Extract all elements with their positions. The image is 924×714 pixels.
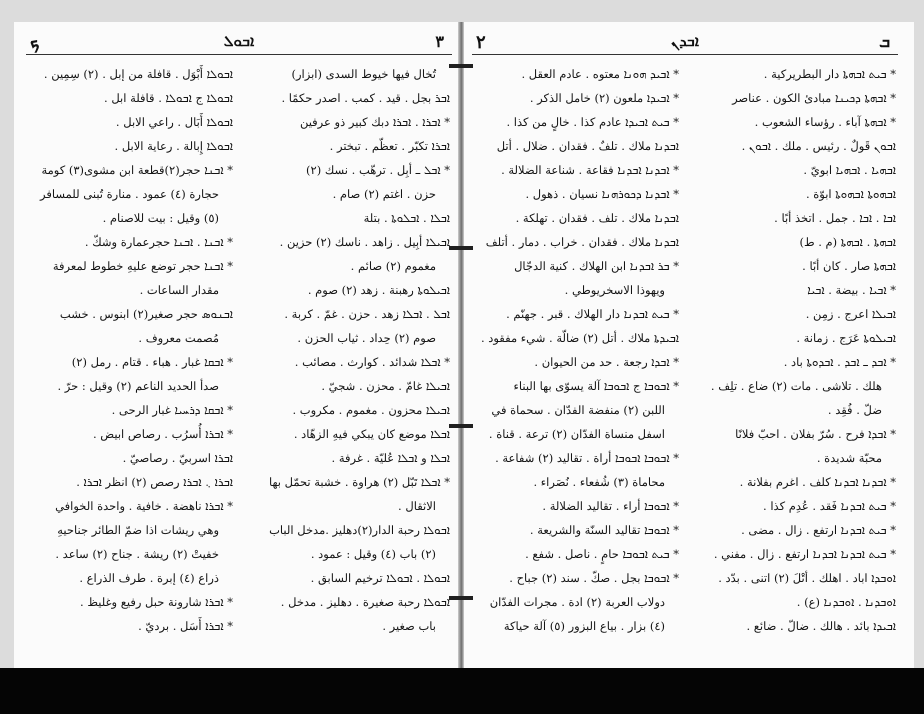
right-header-rule xyxy=(472,54,898,55)
entry-line: * ܐܒܗܬܐ ܕܟܝܢܐ مبادئ الكون . عناصر xyxy=(732,91,896,105)
left-running-head: ܐܒܘܠ xyxy=(223,32,255,50)
entry-line: ܐܒܪܐ تكبّر . تعظّم . تبختر . xyxy=(329,139,450,153)
entry-line: ܐܒܠܐ و ܐܒܠܐ عُليّة . غرفة . xyxy=(331,451,450,465)
entry-line: مقدار الساعات . xyxy=(139,283,219,297)
entry-line: ܐܒܗܬܐ . ܐܒܗܬܐ (م . ط) xyxy=(799,235,896,249)
entry-line: محاماة (٣) شُفعاء . نُصَراء . xyxy=(533,475,665,489)
entry-line: * ܐܒܢܐ حجر(٢)قطعة ابن مشوى(٣) كومة xyxy=(41,163,233,177)
entry-line: * ܐܒܘܒܐ ܐܒܘܒܐ أراة . تقاليد (٢) شفاعة . xyxy=(495,451,679,465)
entry-line: ܐܒܝܠܘܬܐ عَرَج . زمانة . xyxy=(796,331,896,345)
entry-line: مغموم (٢) صائم . xyxy=(350,259,436,273)
entry-line: ܐܒܠ . ܐܒܠܐ زهد . حزن . غمّ . كربة . xyxy=(284,307,450,321)
entry-line: مُصمت معروف . xyxy=(138,331,219,345)
entry-line: ضلّ . فُقِد . xyxy=(827,403,882,417)
entry-line: حجارة (٤) عمود . منارة تُبنى للمسافر xyxy=(40,187,219,201)
entry-line: * ܐܒܠܐ تَبّل (٢) هراوة . خشبة تحمّل بها xyxy=(268,475,450,489)
entry-line: وهي ريشات اذا ضمّ الطائر جناحيهِ xyxy=(57,523,219,537)
entry-line: * ܒܝܬ ܐܒܕܢܐ دار الهلاك . قبر . جهنّم . xyxy=(506,307,679,321)
entry-line: ܐܘܒܕܐ اباد . اهلك . أتْلَ (٢) اتنى . بدّد . xyxy=(718,571,896,585)
entry-line: * ܐܒܩܐ غبار . هباء . قتام . رمل (٢) xyxy=(71,355,233,369)
entry-line: * ܐܒܝܐ . بيضة . ܐܒܝܐ xyxy=(807,283,896,297)
entry-line: دولاب العربة (٢) ادة . مجرات الفدّان xyxy=(489,595,665,609)
entry-line: * ܐܒܘܒܐ بجل . صكّ . سند (٢) جباح . xyxy=(509,571,679,585)
entry-line: صوم (٢) حِداد . ثياب الحزن . xyxy=(297,331,436,345)
entry-line: صدأ الحديد الناعم (٢) وقيل : حرّ . xyxy=(57,379,219,393)
entry-line: * ܐܒܕܢܐ ܕܟܘܪܗܢܐ نسيان . ذهول . xyxy=(525,187,679,201)
entry-line: * ܐܒܠ ـ أبِل . ترهّب . نسك (٢) xyxy=(306,163,450,177)
entry-line: * ܐܒܢܐ . ܐܒܢܐ حجرعمارة وشكّ . xyxy=(84,235,233,249)
left-page xyxy=(24,22,454,668)
entry-line: ܐܒܝܠܐ أبِيل . زاهد . ناسك (٢) حزين . xyxy=(279,235,450,249)
left-page-number: ٣ xyxy=(435,32,444,51)
entry-line: ܐܒܘܠܐ أَبْوَل . قافلة من إبل . (٢) سِمِين . xyxy=(43,67,233,81)
right-page xyxy=(470,22,900,668)
right-page-number: ٢ xyxy=(476,32,486,53)
entry-line: حزن . اغتم (٢) صام . xyxy=(332,187,436,201)
entry-line: ذراع (٤) إبرة . طرف الذراع . xyxy=(79,571,219,585)
left-page-letter: ܟ xyxy=(30,32,40,53)
entry-line: ܐܒܪܐ اسربيّ . رصاصيّ . xyxy=(122,451,233,465)
entry-line: ܐܒܘܠܐ رحبة الدار(٢)دهليز .مدخل الباب xyxy=(269,523,450,537)
entry-line: ܐܒܝܠܘܬܐ رهبنة . زهد (٢) صوم . xyxy=(307,283,450,297)
entry-line: ܐܒܠܐ موضع كان يبكي فيهِ الزهّاد . xyxy=(293,427,450,441)
entry-line: ܐܒܪ بجل . قيد . كمب . اصدر حكمًا . xyxy=(281,91,450,105)
right-page-header xyxy=(470,32,900,56)
entry-line: * ܐܒܕ ـ ܐܒܕ . ܐܒܕܘܬܐ باد . xyxy=(783,355,896,369)
entry-line: * ܐܒܕܐ رجعة . حد من الحيوان . xyxy=(534,355,679,369)
entry-line: * ܒܝܬ ܐܒܕܢܐ فَقد . عُدِم كذا . xyxy=(763,499,896,513)
entry-line: ܐܒܐ . ܐܒܐ . جمل . اتخذ أبًا . xyxy=(774,211,896,225)
entry-line: ܐܘܒܕܢܐ . ܐܘܒܕܢܐ (ع) . xyxy=(796,595,896,609)
right-page-letter: ܒ xyxy=(879,32,890,51)
entry-line: * ܐܒܪܐ شارونة حبل رفيع وغليظ . xyxy=(80,595,233,609)
entry-line: * ܐܒܪܐ . ܐܒܪܐ دبك كبير ذو عرفين xyxy=(299,115,450,129)
left-page-header xyxy=(24,32,454,56)
entry-line: ܐܒܘܠܐ رحبة صغيرة . دهليز . مدخل . xyxy=(280,595,450,609)
book-spine xyxy=(458,22,464,668)
entry-line: * ܐܒܝܕ ܗܘܢܐ معتوه . عادم العقل . xyxy=(521,67,679,81)
entry-line: ܐܒܗܝܐ . ܐܒܗܝܐ ابويّ . xyxy=(803,163,896,177)
entry-line: محبّة شديدة . xyxy=(816,451,882,465)
entry-line: * ܐܒܕܐ فرح . سُرّ بفلان . احبّ فلانًا xyxy=(735,427,896,441)
entry-line: هلك . تلاشى . مات (٢) ضاع . تلِف . xyxy=(710,379,882,393)
entry-line: ܐܒܕܢܐ ملاك . تلف . فقدان . تهلكة . xyxy=(515,211,679,225)
entry-line: * ܐܒܕܢܐ ܐܒܕܢܐ فقاعة . شناعة الضلالة . xyxy=(501,163,679,177)
entry-line: (٢) باب (٤) وقيل : عمود . xyxy=(310,547,436,561)
left-inner-column xyxy=(243,62,450,638)
entry-line: * ܐܒܪܐ أَسَل . برديّ . xyxy=(138,619,233,633)
entry-line: ܐܒܗܘܬܐ ܐܒܗܘܬܐ ابوّة . xyxy=(805,187,896,201)
entry-line: * ܐܒܢܐ حجر توضع عليهِ خطوط لمعرفة xyxy=(52,259,233,273)
entry-line: باب صغير . xyxy=(382,619,436,633)
entry-line: ܐܒܘܠܐ أَبَال . راعي الابل . xyxy=(115,115,233,129)
entry-line: (٤) بزار . بياع البزور (٥) آلة حياكة xyxy=(503,619,665,633)
scan-bottom-border xyxy=(0,668,924,714)
entry-line: * ܒܝܬ ܐܒܘܒܐ حامٍ . ناصل . شفع . xyxy=(525,547,679,561)
entry-line: ܐܒܘܠܐ ج ܐܒܘܠܐ . قافلة ابل . xyxy=(104,91,233,105)
right-outer-column xyxy=(689,62,896,638)
entry-line: ܐܒܝܕܬܐ ملاك . أتل (٢) ضالّة . شيء مفقود . xyxy=(480,331,679,345)
entry-line: ܐܒܝܠܐ غامّ . محزن . شجيّ . xyxy=(321,379,450,393)
entry-line: ܐܒܪܐ ܆ ܐܒܪܐ رصص (٢) انظر ܐܒܪܐ . xyxy=(76,475,233,489)
entry-line: * ܒܝܬ ܐܒܕܢܐ ܐܒܕܢܐ ارتفع . زال . مفني . xyxy=(713,547,896,561)
entry-line: * ܐܒܗܬܐ آباء . رؤساء الشعوب . xyxy=(754,115,896,129)
entry-line: * ܐܒܪܐ ناهضة . خافية . واحدة الخوافي xyxy=(55,499,233,513)
entry-line: * ܒܝܬ ܐܒܝܕܐ عادم كذا . خالٍ من كذا . xyxy=(506,115,679,129)
entry-line: ܐܒܘܠܐ . ܐܒܘܠܐ ترخيم السابق . xyxy=(310,571,450,585)
entry-line: ويهوذا الاسخريوطي . xyxy=(564,283,665,297)
entry-line: * ܒܝܬ ܐܒܗܬܐ دار البطريركية . xyxy=(763,67,896,81)
entry-line: اسفل منساة الفدّان (٢) ترعة . قناة . xyxy=(488,427,665,441)
entry-line: * ܐܒܪܐ أُسرُب . رصاص ابيض . xyxy=(92,427,233,441)
entry-line: ܐܒܗܬܐ صار . كان أبًا . xyxy=(802,259,896,273)
entry-line: ܐܒܕܢܐ ملاك . تلفٌ . فقدان . ضلال . أتل xyxy=(496,139,679,153)
entry-line: * ܐܒܝܕܐ ملعون (٢) خامل الذكر . xyxy=(529,91,679,105)
entry-line: * ܐܒܩܐ ܕܪܚܝܐ غبار الرحى . xyxy=(111,403,233,417)
entry-line: ܐܒܢܘܣ حجر صغير(٢) ابنوس . خشب xyxy=(59,307,233,321)
entry-line: * ܐܒܘܒܐ أراء . تقاليد الضلالة . xyxy=(542,499,679,513)
entry-line: ܐܒܝܠܐ محزون . مغموم . مكروب . xyxy=(292,403,450,417)
entry-line: خفيتْ (٢) ريشة . جناح (٢) ساعد . xyxy=(55,547,219,561)
right-running-head: ܐܒܕܢ xyxy=(671,32,699,50)
right-inner-column xyxy=(474,62,679,638)
entry-line: * ܐܒܘܒܐ ج ܐܒܘܒܐ آلة يسوّى بها البناء xyxy=(513,379,679,393)
left-header-rule xyxy=(26,54,452,55)
entry-line: اللبن (٢) منفضة الفدّان . سحماة في xyxy=(491,403,665,417)
entry-line: تُخال فيها خيوط السدى (ابزار) xyxy=(291,67,436,81)
entry-line: ܐܒܠܐ . ܐܒܠܘܬܐ . بتلة xyxy=(363,211,450,225)
entry-line: ܐܒܝܠܐ اعرج . زمِن . xyxy=(805,307,896,321)
entry-line: (٥) وقيل : بيت للاصنام . xyxy=(102,211,219,225)
entry-line: ܐܒܕܢܐ ملاك . فقدان . خراب . دمار . أتلف xyxy=(485,235,679,249)
entry-line: ܐܒܝܕܐ بائد . هالك . ضالّ . ضائع . xyxy=(746,619,896,633)
entry-line: * ܐܒܠܐ شدائد . كوارث . مصائب . xyxy=(294,355,450,369)
entry-line: * ܐܒܕܢܐ ܐܒܕܢܐ كلف . اغرم بفلانة . xyxy=(739,475,896,489)
entry-line: الاثقال . xyxy=(398,499,436,513)
entry-line: ܐܒܘܠܐ إِبالة . رعاية الابل . xyxy=(114,139,233,153)
entry-line: * ܐܒܘܒܐ تقاليد السنّة والشريعة . xyxy=(529,523,679,537)
left-outer-column xyxy=(28,62,233,638)
entry-line: * ܒܪ ܐܒܕܢܐ ابن الهلاك . كنية الدجّال xyxy=(514,259,679,273)
entry-line: * ܒܝܬ ܐܒܕܢܐ ارتفع . زال . مضى . xyxy=(741,523,896,537)
entry-line: ܐܒܘܢ قَولٌ . رئيس . ملك . ܐܒܘܢ . xyxy=(741,139,896,153)
